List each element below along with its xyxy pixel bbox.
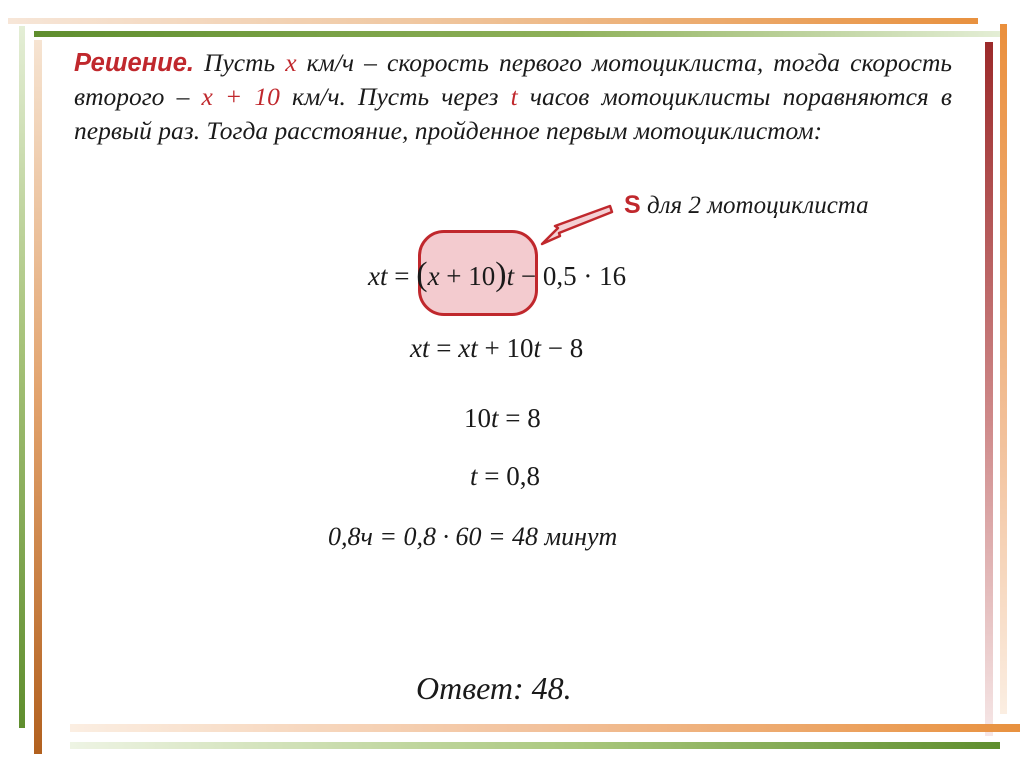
intro-text-4: часов мотоциклисты поравняются в первый раз. Тогда расстояние, пройденное первым мотоциклистом:: [74, 82, 952, 145]
eq1-rest: − 0,5 · 16: [514, 261, 627, 291]
decorative-bar-left-orange: [34, 40, 42, 754]
eq1-equals: =: [387, 261, 417, 291]
eq1-plus-10: + 10: [439, 261, 496, 291]
eq3-t: t: [491, 403, 499, 433]
distance-symbol: S: [624, 191, 641, 219]
decorative-bar-right-red: [985, 42, 993, 736]
intro-text-3: км/ч. Пусть через: [279, 82, 511, 111]
variable-t: t: [510, 82, 518, 111]
decorative-bar-top-green: [34, 31, 1002, 37]
variable-x: x: [285, 48, 297, 77]
decorative-bar-bottom-orange: [70, 724, 1020, 732]
eq1-t: t: [506, 261, 515, 291]
equation-1: [368, 256, 626, 294]
distance-annotation: [624, 191, 869, 220]
decorative-bar-top-orange: [8, 18, 978, 24]
intro-text-2: км/ч – скорость первого мотоциклиста, тогда скорость второго –: [74, 48, 952, 111]
eq4-t: t: [470, 461, 478, 491]
decorative-bar-left-green: [19, 26, 25, 728]
eq3-coefficient: 10: [464, 403, 491, 433]
decorative-bar-bottom-green: [70, 742, 1000, 749]
decorative-bar-right-orange: [1000, 24, 1007, 714]
eq3-rest: = 8: [498, 403, 541, 433]
solution-heading: Решение.: [74, 49, 194, 77]
minutes-conversion: 0,8ч = 0,8 · 60 = 48 минут: [328, 522, 618, 551]
eq2-lhs: xt: [410, 333, 430, 363]
eq2-rest: − 8: [540, 333, 584, 363]
eq1-paren-close: ): [495, 256, 507, 293]
eq2-plus-10: + 10: [477, 333, 534, 363]
eq2-equals: =: [429, 333, 459, 363]
distance-annotation-text: для 2 мотоциклиста: [640, 192, 869, 219]
eq1-lhs: xt: [368, 261, 388, 291]
final-answer: Ответ: 48.: [416, 670, 572, 706]
variable-x-plus-10: x + 10: [201, 82, 280, 111]
eq2-xt: xt: [458, 333, 478, 363]
eq2-t: t: [533, 333, 541, 363]
intro-text-1: Пусть: [193, 48, 286, 77]
solution-paragraph: [74, 46, 952, 148]
eq1-x: x: [427, 261, 440, 291]
pointer-arrow-icon: [540, 204, 614, 248]
equation-2: [410, 333, 583, 364]
eq1-paren-open: (: [416, 256, 428, 293]
eq4-rest: = 0,8: [477, 461, 540, 491]
equation-3: [464, 403, 541, 434]
equation-4: [470, 461, 540, 492]
